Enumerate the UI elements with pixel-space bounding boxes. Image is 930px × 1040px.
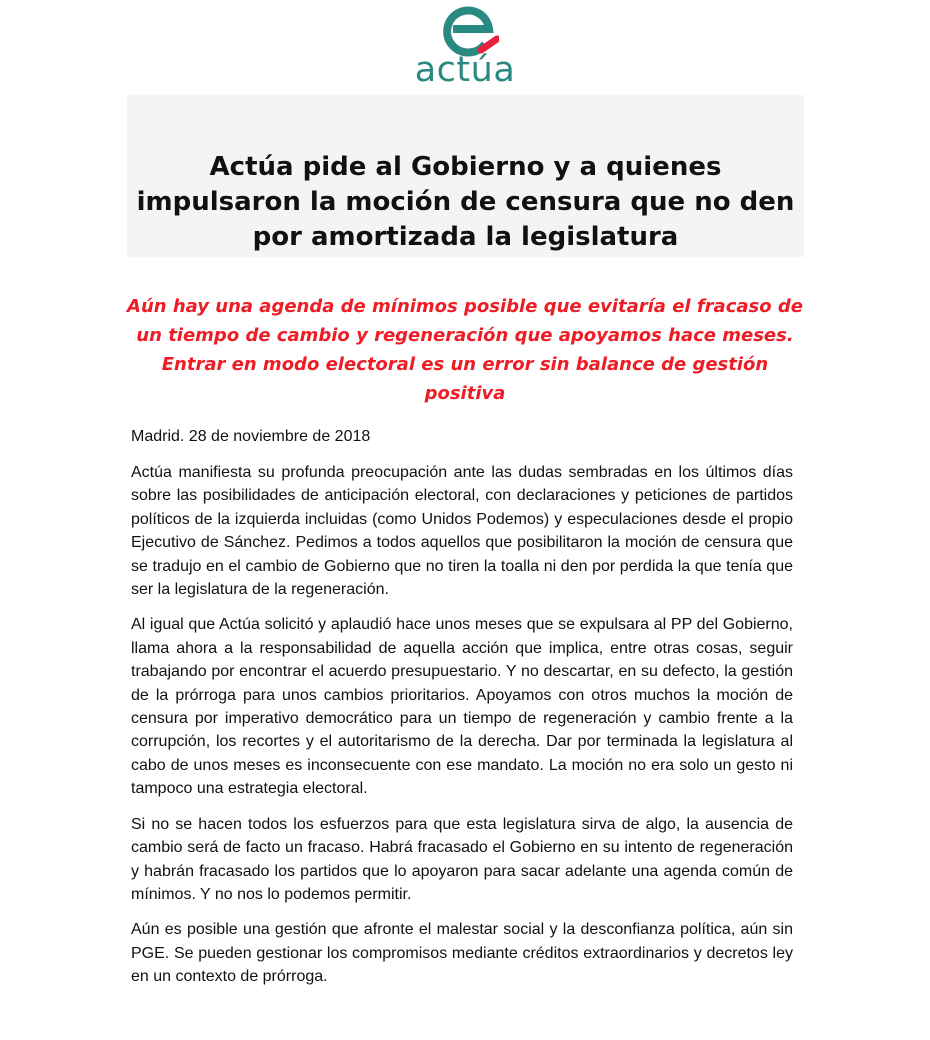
subtitle: Aún hay una agenda de mínimos posible que evitaría el fracaso de un tiempo de cambio y regeneración que apoyamos hace meses. Entrar en modo electoral es un error sin balance de gestión positiva <box>127 296 803 404</box>
title-box <box>127 95 804 257</box>
paragraph: Si no se hacen todos los esfuerzos para que esta legislatura sirva de algo, la ausencia de cambio será de facto un fracaso. Habrá fracasado el Gobierno en su intento de regeneración y habrán fracasado los partidos que lo apoyaron para sacar adelante una agenda común de mínimos. Y no nos lo podemos permitir. <box>131 815 793 903</box>
logo-wordmark: actúa <box>414 50 516 90</box>
paragraph: Aún es posible una gestión que afronte el malestar social y la desconfianza política, aún sin PGE. Se pueden gestionar los compromisos mediante créditos extraordinarios y decretos ley en un contexto de prórroga. <box>131 921 793 986</box>
article-body <box>131 425 793 1001</box>
page-title: Actúa pide al Gobierno y a quienes impulsaron la moción de censura que no den por amortizada la legislatura <box>136 152 795 252</box>
paragraph: Actúa manifiesta su profunda preocupación ante las dudas sembradas en los últimos días sobre las posibilidades de anticipación electoral, con declaraciones y peticiones de partidos políticos de la izquierda incluidas (como Unidos Podemos) y especulaciones desde el propio Ejecutivo de Sánchez. Pedimos a todos aquellos que posibilitaron la moción de censura que se tradujo en el cambio de Gobierno que no tiren la toalla ni den por perdida la que tenía que ser la legislatura de la regeneración. <box>131 464 793 599</box>
logo <box>0 0 930 95</box>
dateline: Madrid. 28 de noviembre de 2018 <box>131 428 371 445</box>
paragraph: Al igual que Actúa solicitó y aplaudió hace unos meses que se expulsara al PP del Gobierno, llama ahora a la responsabilidad de aquella acción que implica, entre otras cosas, seguir trabajando por encontrar el acuerdo presupuestario. Y no descartar, en su defecto, la gestión de la prórroga para unos cambios prioritarios. Apoyamos con otros muchos la moción de censura por imperativo democrático para un tiempo de regeneración y cambio frente a la corrupción, los recortes y el autoritarismo de la derecha. Dar por terminada la legislatura al cabo de unos meses es inconsecuente con ese mandato. La moción no era solo un gesto ni tampoco una estrategia electoral. <box>131 616 793 798</box>
